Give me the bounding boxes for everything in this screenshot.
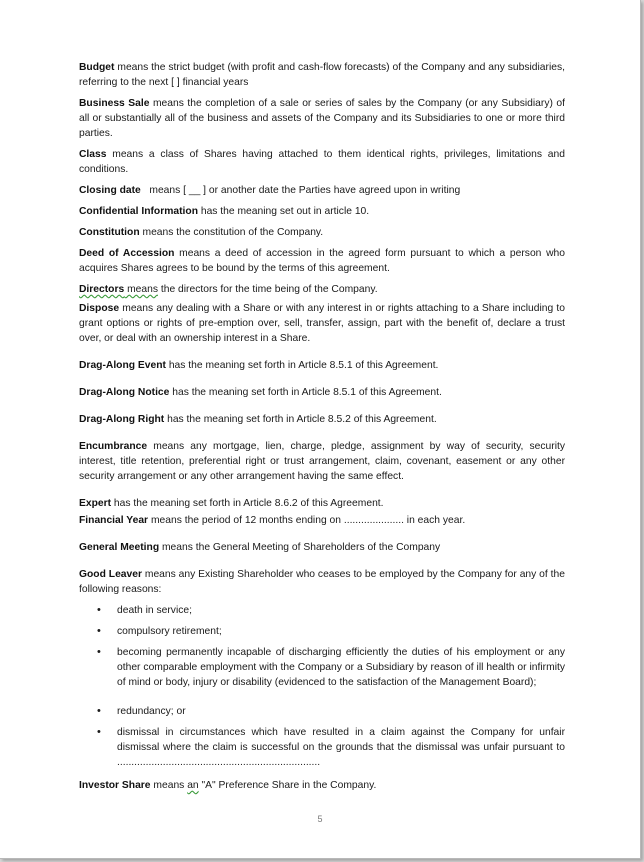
term-good-leaver: Good Leaver [79, 569, 142, 580]
definition-drag-along-right [79, 412, 565, 427]
term-class: Class [79, 149, 107, 160]
list-item: • dismissal in circumstances which have resulted in a claim against the Company for unfair dismissal where the claim is successful on the grounds that the dismissal was unfair pursuant to ....................................................................... [79, 725, 565, 770]
term-investor-share: Investor Share [79, 780, 151, 791]
definition-encumbrance-text: means any mortgage, lien, charge, pledge, assignment by way of security, security interest, title retention, preferential right or trust arrangement, claim, covenant, easement or any other security arrangement or any other arrangement having the same effect. [79, 441, 565, 482]
term-drag-along-notice: Drag-Along Notice [79, 387, 170, 398]
definition-confidential-information [79, 204, 565, 219]
list-item: • death in service; [79, 603, 565, 618]
definition-good-leaver [79, 567, 565, 597]
definition-general-meeting-text: means the General Meeting of Shareholders of the Company [159, 542, 441, 553]
definition-drag-along-event [79, 358, 565, 373]
definition-expert [79, 496, 565, 511]
term-directors-suffix: means [124, 284, 158, 295]
definitions-section [79, 60, 565, 793]
term-closing-date: Closing date [79, 185, 141, 196]
definition-drag-along-notice-text: has the meaning set forth in Article 8.5.1 of this Agreement. [169, 387, 442, 398]
page-number: 5 [317, 814, 323, 824]
definition-dispose [79, 301, 565, 346]
term-drag-along-event: Drag-Along Event [79, 360, 166, 371]
definition-budget [79, 60, 565, 90]
definition-constitution-text: means the constitution of the Company. [139, 227, 324, 238]
definition-closing-date [79, 183, 565, 198]
definition-drag-along-event-text: has the meaning set forth in Article 8.5.1 of this Agreement. [165, 360, 439, 371]
definition-drag-along-right-text: has the meaning set forth in Article 8.5.2 of this Agreement. [164, 414, 437, 425]
list-item: • redundancy; or [79, 704, 565, 719]
definition-expert-text: has the meaning set forth in Article 8.6.2 of this Agreement. [111, 498, 384, 509]
good-leaver-reasons-list [79, 603, 565, 770]
definition-business-sale-text: means the completion of a sale or series of sales by the Company (or any Subsidiary) of all or substantially all of the business and assets of the Company and its Subsidiaries to one or more third parties. [79, 98, 565, 139]
definition-confidential-information-text: has the meaning set out in article 10. [197, 206, 370, 217]
term-dispose: Dispose [79, 303, 120, 314]
term-budget: Budget [79, 62, 115, 73]
definition-constitution [79, 225, 565, 240]
term-business-sale: Business Sale [79, 98, 150, 109]
term-directors: Directors [79, 284, 125, 295]
definition-closing-date-text: means [ __ ] or another date the Parties have agreed upon in writing [140, 185, 461, 196]
term-general-meeting: General Meeting [79, 542, 160, 553]
list-item: • becoming permanently incapable of discharging efficiently the duties of his employment or any other comparable employment with the Company or a Subsidiary by reason of ill health or infirmity of mind or body, injury or disability (evidenced to the satisfaction of the Management Board); [79, 645, 565, 690]
definition-investor-share-text: "A" Preference Share in the Company. [198, 780, 377, 791]
definition-financial-year-text: means the period of 12 months ending on ..................... in each year. [148, 515, 466, 526]
definition-deed-of-accession [79, 246, 565, 276]
definition-class-text: means a class of Shares having attached to them identical rights, privileges, limitations and conditions. [79, 149, 565, 175]
definition-general-meeting [79, 540, 565, 555]
definition-class [79, 147, 565, 177]
definition-investor-share-pre: means [150, 780, 188, 791]
definition-investor-share-article: an [187, 780, 199, 791]
definition-directors-text: the directors for the time being of the Company. [158, 284, 378, 295]
definition-drag-along-notice [79, 385, 565, 400]
term-encumbrance: Encumbrance [79, 441, 148, 452]
definition-financial-year [79, 513, 565, 528]
definition-directors [79, 282, 565, 297]
term-financial-year: Financial Year [79, 515, 149, 526]
definition-budget-text: means the strict budget (with profit and cash-flow forecasts) of the Company and any subsidiaries, referring to the next [ ] financial years [79, 62, 565, 88]
definition-dispose-text: means any dealing with a Share or with any interest in or rights attaching to a Share including to grant options or rights of pre-emption over, sell, transfer, assign, part with the benefit of, declare a trust over, or deal with an ownership interest in a Share. [79, 303, 565, 344]
definition-business-sale [79, 96, 565, 141]
term-expert: Expert [79, 498, 112, 509]
term-constitution: Constitution [79, 227, 140, 238]
term-deed-of-accession: Deed of Accession [79, 248, 175, 259]
definition-encumbrance [79, 439, 565, 484]
definition-deed-of-accession-text: means a deed of accession in the agreed form pursuant to which a person who acquires Shares agrees to be bound by the terms of this agreement. [79, 248, 565, 274]
definition-investor-share [79, 778, 565, 793]
definition-good-leaver-text: means any Existing Shareholder who ceases to be employed by the Company for any of the following reasons: [79, 569, 565, 595]
list-item: • compulsory retirement; [79, 624, 565, 639]
term-drag-along-right: Drag-Along Right [79, 414, 165, 425]
term-confidential-information: Confidential Information [79, 206, 198, 217]
